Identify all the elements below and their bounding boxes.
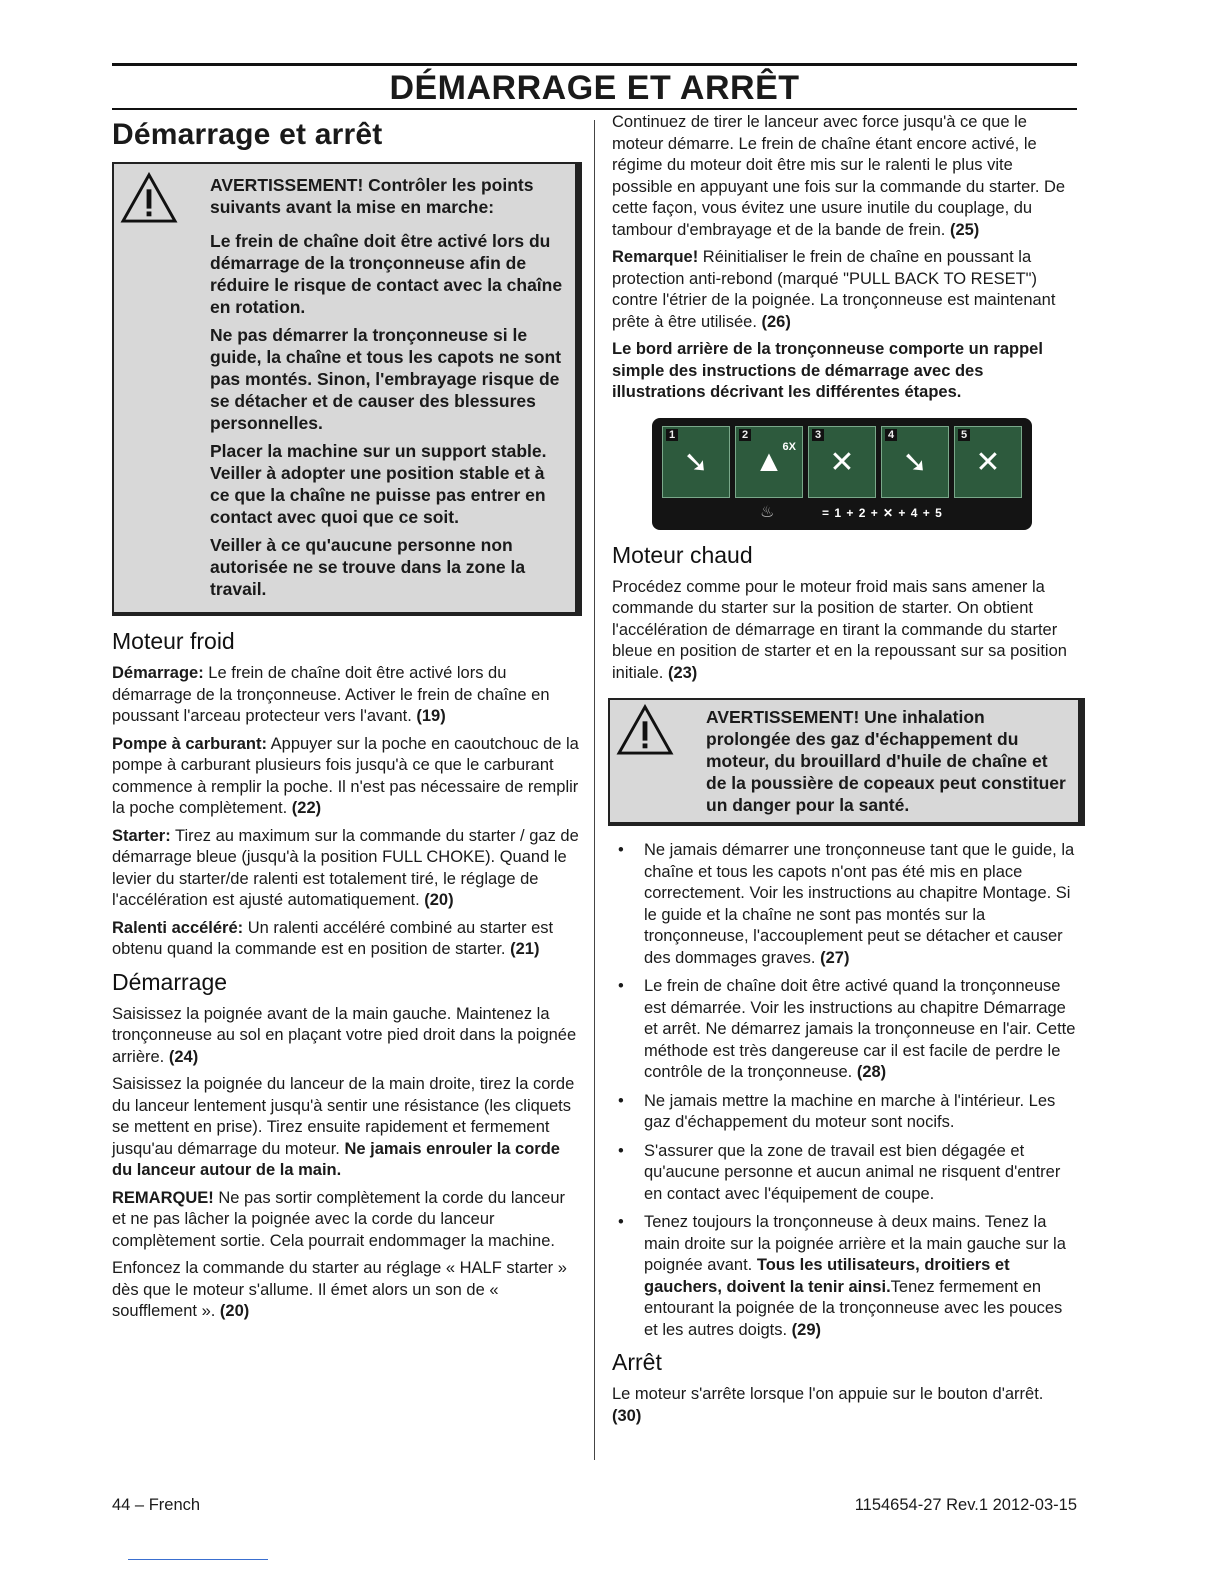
paragraph-text: Tirez au maximum sur la commande du starter / gaz de démarrage bleue (jusqu'à la position FULL CHOKE). Quand le levier du starter/de ralenti est totalement tiré, le réglage de l'accélération est ajusté automatiquement. [112, 826, 579, 909]
item-bold: Tous les utilisateurs, droitiers et gauchers, doivent la tenir ainsi. [644, 1256, 1010, 1296]
starting-title: Démarrage [112, 968, 228, 995]
figure-ref: (25) [945, 220, 980, 239]
list-item [612, 976, 1077, 1084]
paragraph-lead: Ralenti accéléré: [112, 918, 244, 937]
warning-box-startup [112, 162, 582, 616]
safety-bullet-list [612, 840, 1077, 1341]
cold-paragraph [112, 826, 582, 912]
step-count: 6X [782, 440, 796, 453]
bullet-icon: • [618, 1141, 624, 1160]
paragraph-lead: Starter: [112, 826, 171, 845]
pull-cord-icon: ✕ [975, 445, 1001, 479]
starting-instructions-sticker [652, 418, 1032, 530]
primer-bulb-icon: ▲ [754, 444, 784, 478]
list-item [612, 1212, 1077, 1341]
warning-heading: AVERTISSEMENT! Contrôler les points suivants avant la mise en marche: [210, 175, 534, 217]
document-id: 1154654-27 Rev.1 2012-03-15 [854, 1496, 1077, 1514]
warning-triangle-icon [120, 172, 178, 224]
warning-item: Placer la machine sur un support stable. Veiller à adopter une position stable et à ce que la chaîne ne puisse pas entrer en contact avec quoi que ce soit. [210, 441, 547, 527]
paragraph-text: Appuyer sur la poche en caoutchouc de la pompe à carburant plusieurs fois jusqu'à ce que le carburant commence à remplir la poche. Il n'est pas nécessaire de remplir la poche complètement. [112, 734, 579, 817]
paragraph-text: Un ralenti accéléré combiné au starter est obtenu quand la commande est en position de starter. [112, 918, 554, 958]
right-column [612, 112, 1077, 1433]
paragraph-text: Procédez comme pour le moteur froid mais sans amener la commande du starter sur la position de starter. On obtient l'accélération de démarrage en tirant la commande du starter bleue en position de starter et en la repoussant sur sa position initiale. [612, 577, 1067, 682]
step-number: 3 [812, 429, 824, 441]
sticker-step-5 [954, 426, 1022, 498]
paragraph-text: Saisissez la poignée avant de la main gauche. Maintenez la tronçonneuse au sol en plaçant votre pied droit dans la poignée arrière. [112, 1004, 577, 1066]
cold-paragraph [112, 734, 582, 820]
figure-ref: (21) [505, 940, 540, 958]
cold-paragraph [112, 918, 582, 961]
figure-ref: (20) [215, 1302, 250, 1320]
figure-ref: (26) [756, 312, 791, 331]
left-column [112, 112, 582, 1329]
stop-paragraph [612, 1384, 1077, 1427]
choke-pull-icon: ➘ [683, 445, 709, 479]
paragraph-lead: Pompe à carburant: [112, 734, 267, 753]
pull-cord-icon: ✕ [829, 445, 855, 479]
step-number: 4 [885, 429, 897, 441]
paragraph-text: Saisissez la poignée du lanceur de la main droite, tirez la corde du lanceur lentement jusqu'à sentir une résistance (les cliquets se mettent en prise). Tirez ensuite rapidement et fermement jusqu'au démarrage du moteur. [112, 1075, 575, 1158]
list-item [612, 1091, 1077, 1134]
sticker-step-2 [735, 426, 803, 498]
sticker-step-1 [662, 426, 730, 498]
paragraph-text: Continuez de tirer le lanceur avec force jusqu'à ce que le moteur démarre. Le frein de chaîne étant encore activé, le régime du moteur doit être mis sur le ralenti le plus vite possible en appuyant une fois sur la commande du starter. De cette façon, vous évitez une usure inutile du couplage, du tambour d'embrayage et de la bande de frein. [612, 113, 1066, 239]
paragraph-lead: Remarque! [612, 248, 699, 266]
step-number: 1 [666, 429, 678, 441]
item-text: Tenez fermement en entourant la poignée de la tronçonneuse avec les pouces et les autres doigts. [644, 1277, 1063, 1339]
item-text: S'assurer que la zone de travail est bien dégagée et qu'aucune personne et aucun animal ne risquent d'entrer en contact avec l'équipement de coupe. [644, 1141, 1061, 1203]
item-text: Ne jamais mettre la machine en marche à l'intérieur. Les gaz d'échappement du moteur sont nocifs. [644, 1091, 1056, 1131]
page-number: 44 – French [112, 1496, 201, 1514]
paragraph-lead: Démarrage: [112, 664, 204, 682]
figure-ref: (19) [411, 707, 446, 725]
item-text: Le frein de chaîne doit être activé quand la tronçonneuse est démarrée. Voir les instructions au chapitre Démarrage et arrêt. Ne démarrez jamais la tronçonneuse en l'air. Cette méthode est très dangereuse car il est facile de perdre le contrôle de la tronçonneuse. [644, 977, 1076, 1081]
right-paragraph [612, 112, 1077, 241]
right-paragraph [612, 247, 1077, 333]
sticker-step-4 [881, 426, 949, 498]
stray-underline [128, 1559, 268, 1560]
figure-ref: (23) [663, 663, 698, 682]
warning-item: Ne pas démarrer la tronçonneuse si le guide, la chaîne et tous les capots ne sont pas montés. Sinon, l'embrayage risque de se détacher et de causer des blessures personnelles. [210, 325, 562, 433]
warm-engine-icon: ♨ [760, 503, 775, 521]
figure-ref: (24) [164, 1047, 199, 1066]
item-text: Ne jamais démarrer une tronçonneuse tant que le guide, la chaîne et tous les capots n'ont pas été mis en place correctement. Voir les instructions au chapitre Montage. Si le guide et la chaîne ne sont pas montés sur la tronçonneuse, l'accouplement peut se détacher et causer des dommages graves. [644, 841, 1075, 967]
warm-paragraph [612, 577, 1077, 685]
warning-box-exhaust [608, 698, 1085, 826]
figure-ref: (28) [852, 1063, 887, 1081]
list-item [612, 840, 1077, 969]
bullet-icon: • [618, 1213, 624, 1231]
warning-item: Veiller à ce qu'aucune personne non autorisée ne se trouve dans la zone la travail. [210, 535, 526, 599]
warning-text: AVERTISSEMENT! Une inhalation prolongée des gaz d'échappement du moteur, du brouillard d'huile de chaîne et de la poussière de copeaux peut constituer un danger pour la santé. [706, 707, 1066, 815]
figure-ref: (27) [815, 948, 850, 967]
section-title: Démarrage et arrêt [112, 118, 383, 151]
figure-ref: (20) [419, 891, 454, 909]
warning-item: Le frein de chaîne doit être activé lors du démarrage de la tronçonneuse afin de réduire le risque de contact avec la chaîne en rotation. [210, 231, 563, 317]
header-rule-bottom [112, 108, 1077, 110]
paragraph-text: Enfoncez la commande du starter au réglage « HALF starter » dès que le moteur s'allume. Il émet alors un son de « soufflement ». [112, 1259, 567, 1320]
figure-ref: (30) [612, 1406, 642, 1425]
warning-triangle-icon [616, 704, 674, 756]
start-paragraph [112, 1188, 582, 1253]
paragraph-lead: REMARQUE! [112, 1188, 214, 1207]
item-text: Tenez toujours la tronçonneuse à deux mains. Tenez la main droite sur la poignée arrière et la main gauche sur la poignée avant. [644, 1213, 1066, 1274]
cold-engine-title: Moteur froid [112, 628, 235, 654]
start-paragraph [112, 1074, 582, 1182]
page-header-title: DÉMARRAGE ET ARRÊT [389, 69, 800, 107]
reminder-paragraph: Le bord arrière de la tronçonneuse comporte un rappel simple des instructions de démarrage avec des illustrations décrivant les différentes étapes. [612, 340, 1043, 401]
step-number: 5 [958, 429, 970, 441]
bullet-icon: • [618, 841, 624, 859]
start-paragraph [112, 1258, 582, 1323]
choke-push-icon: ➘ [902, 445, 928, 479]
paragraph-text: Ne pas sortir complètement la corde du lanceur et ne pas lâcher la poignée avec la corde du lanceur complètement sortie. Cela pourrait endommager la machine. [112, 1188, 566, 1250]
warm-engine-title: Moteur chaud [612, 541, 753, 568]
paragraph-text: Le moteur s'arrête lorsque l'on appuie sur le bouton d'arrêt. [612, 1385, 1044, 1403]
bullet-icon: • [618, 977, 624, 995]
figure-ref: (22) [287, 799, 322, 817]
stop-title: Arrêt [612, 1349, 662, 1375]
paragraph-text: Le frein de chaîne doit être activé lors du démarrage de la tronçonneuse. Activer le frein de chaîne en poussant l'arceau protecteur vers l'avant. [112, 664, 550, 725]
cold-paragraph [112, 663, 582, 728]
paragraph-text: Réinitialiser le frein de chaîne en poussant la protection anti-rebond (marqué "PULL BACK TO RESET") contre l'étrier de la poignée. La tronçonneuse est maintenant prête à être utilisée. [612, 248, 1056, 331]
paragraph-bold: Ne jamais enrouler la corde du lanceur autour de la main. [112, 1139, 560, 1179]
bullet-icon: • [618, 1091, 624, 1110]
sticker-step-3 [808, 426, 876, 498]
column-divider [594, 120, 595, 1460]
sticker-formula: = 1 + 2 + ✕ + 4 + 5 [822, 505, 943, 520]
figure-ref: (29) [787, 1320, 822, 1339]
start-paragraph [112, 1004, 582, 1069]
step-number: 2 [739, 429, 751, 441]
list-item [612, 1141, 1077, 1206]
